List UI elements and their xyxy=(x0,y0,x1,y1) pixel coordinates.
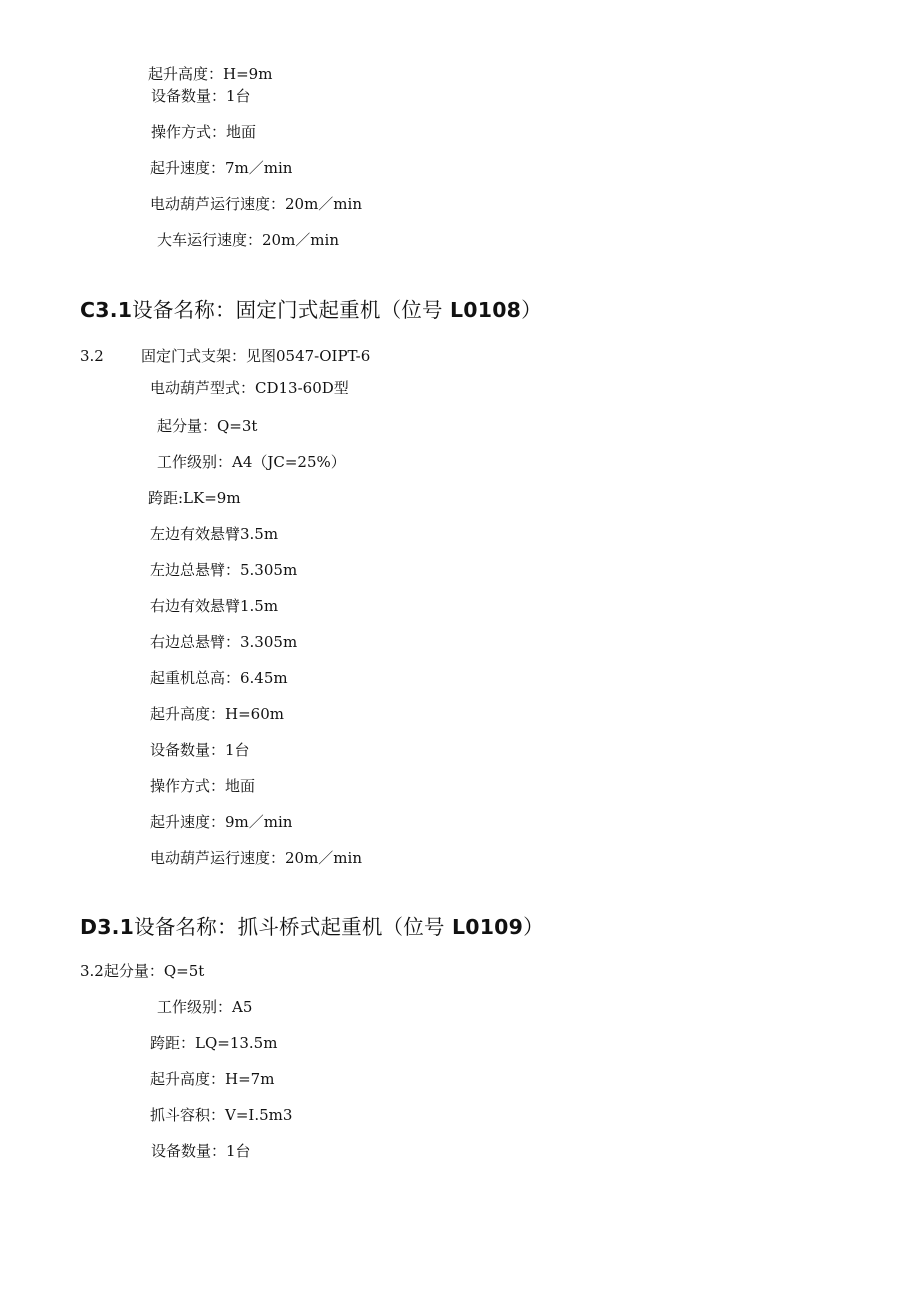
clause-first-line: 3.2起分量：Q=5t xyxy=(80,962,205,980)
spec-line: 电动葫芦型式：CD13-60D型 xyxy=(150,379,349,397)
spec-line: 起升高度：H=7m xyxy=(150,1070,275,1088)
spec-line: 左边总悬臂：5.305m xyxy=(150,561,298,579)
spec-line: 抓斗容积：V=I.5m3 xyxy=(150,1106,293,1124)
spec-line: 起升速度：7m／min xyxy=(150,159,293,177)
clause-number: 3.2 xyxy=(80,347,104,365)
heading-text: 设备名称：抓斗桥式起重机（位号 xyxy=(134,915,445,939)
heading-text: 设备名称：固定门式起重机（位号 xyxy=(132,298,443,322)
spec-line: 电动葫芦运行速度：20m／min xyxy=(150,849,362,867)
section-d-heading xyxy=(80,913,544,941)
spec-line: 左边有效悬臂3.5m xyxy=(150,525,279,543)
spec-line: 工作级别：A4（JC=25%） xyxy=(157,453,346,471)
spec-line: 设备数量：1台 xyxy=(150,741,250,759)
heading-suffix: ） xyxy=(523,915,544,939)
spec-line: 起升高度：H=60m xyxy=(150,705,284,723)
section-c-heading xyxy=(80,296,542,324)
spec-line: 跨距：LQ=13.5m xyxy=(150,1034,278,1052)
spec-line: 操作方式：地面 xyxy=(151,123,257,141)
spec-line: 右边总悬臂：3.305m xyxy=(150,633,298,651)
spec-line: 起升速度：9m／min xyxy=(150,813,293,831)
spec-line: 起分量：Q=3t xyxy=(157,417,258,435)
heading-prefix: C3.1 xyxy=(80,298,133,322)
spec-line: 电动葫芦运行速度：20m／min xyxy=(150,195,362,213)
heading-prefix: D3.1 xyxy=(80,915,135,939)
heading-code: L0109 xyxy=(451,915,524,939)
heading-suffix: ） xyxy=(521,298,542,322)
spec-line: 右边有效悬臂1.5m xyxy=(150,597,279,615)
spec-line: 工作级别：A5 xyxy=(157,998,253,1016)
clause-intro: 固定门式支架：见图0547-OIPT-6 xyxy=(141,347,371,365)
spec-line: 操作方式：地面 xyxy=(150,777,256,795)
spec-line: 起重机总高：6.45m xyxy=(150,669,288,687)
spec-line: 设备数量：1台 xyxy=(151,87,251,105)
spec-line: 设备数量：1台 xyxy=(151,1142,251,1160)
heading-code: L0108 xyxy=(450,298,522,322)
spec-line: 起升高度：H=9m xyxy=(148,65,273,83)
spec-line: 大车运行速度：20m／min xyxy=(157,231,339,249)
spec-line: 跨距:LK=9m xyxy=(148,489,241,507)
